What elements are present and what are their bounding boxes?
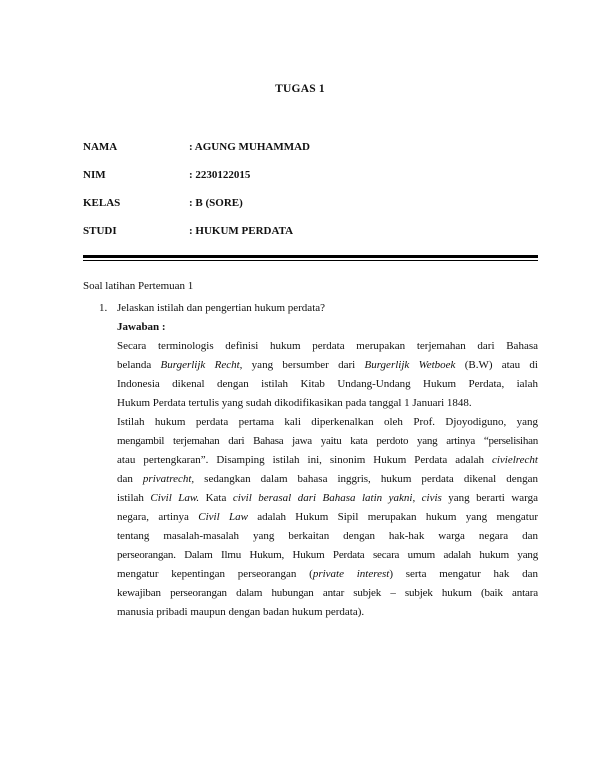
question-section xyxy=(83,0,538,776)
text-run: mengatur kepentingan perseorangan ( xyxy=(117,568,313,580)
answer-p2-line3 xyxy=(117,454,538,466)
answer-p2-line1: Istilah hukum perdata pertama kali diperkenalkan oleh Prof. Djoyodiguno, yang xyxy=(117,416,538,428)
text-run: ) serta mengatur hak dan xyxy=(389,568,538,580)
answer-p1-line2 xyxy=(117,359,538,371)
italic-term: Civil Law xyxy=(198,511,248,523)
italic-term: Burgerlijk Recht, xyxy=(160,359,243,371)
answer-p2-line5 xyxy=(117,492,538,504)
answer-p1-line1: Secara terminologis definisi hukum perdata merupakan terjemahan dari Bahasa xyxy=(117,340,538,352)
answer-p2-line4 xyxy=(117,473,538,485)
text-run: dan xyxy=(117,473,143,485)
italic-term: private interest xyxy=(312,568,390,580)
answer-p1-line3: Indonesia dikenal dengan istilah Kitab Undang-Undang Hukum Perdata, ialah xyxy=(117,378,538,390)
answer-p2-line10: kewajiban perseorangan dalam hubungan antar subjek – subjek hukum (baik antara xyxy=(117,587,538,599)
italic-term: civil berasal dari Bahasa latin yakni, civis xyxy=(232,492,442,504)
field-label: NIM xyxy=(83,169,106,181)
text-run: atau pertengkaran”. Disamping istilah ini, sinonim Hukum Perdata adalah xyxy=(117,454,492,466)
text-run: belanda xyxy=(117,359,161,371)
answer-label: Jawaban : xyxy=(117,321,166,333)
answer-p2-line8: perseorangan. Dalam Ilmu Hukum, Hukum Perdata secara umum adalah hukum yang xyxy=(117,549,538,561)
text-run: sedangkan dalam bahasa inggris, hukum perdata dikenal dengan xyxy=(194,473,538,485)
italic-term: Burgerlijk Wetboek xyxy=(364,359,456,371)
text-run: istilah xyxy=(117,492,151,504)
question-number: 1. xyxy=(99,302,108,314)
answer-p2-line7: tentang masalah-masalah yang berkaitan dengan hak-hak warga negara dan xyxy=(117,530,538,542)
answer-p2-line9 xyxy=(117,568,538,580)
field-label: KELAS xyxy=(83,197,121,209)
field-value: : AGUNG MUHAMMAD xyxy=(189,141,310,153)
text-run: adalah Hukum Sipil merupakan hukum yang mengatur xyxy=(247,511,538,523)
text-run: yang berarti warga xyxy=(441,492,538,504)
field-label: NAMA xyxy=(83,141,118,153)
italic-term: privatrecht, xyxy=(142,473,195,485)
text-run: (B.W) atau di xyxy=(455,359,538,371)
field-value: : B (SORE) xyxy=(189,197,243,209)
section-heading: Soal latihan Pertemuan 1 xyxy=(83,280,194,292)
answer-p1-line4: Hukum Perdata tertulis yang sudah dikodifikasikan pada tanggal 1 Januari 1848. xyxy=(117,397,472,409)
answer-p2-line6 xyxy=(117,511,538,523)
answer-p2-line11: manusia pribadi maupun dengan badan hukum perdata). xyxy=(117,606,365,618)
answer-p2-line2: mengambil terjemahan dari Bahasa jawa yaitu kata perdoto yang artinya “perselisihan xyxy=(117,435,538,447)
field-label: STUDI xyxy=(83,225,117,237)
document-title: TUGAS 1 xyxy=(275,83,325,95)
italic-term: civielrecht xyxy=(491,454,538,466)
text-run: yang bersumber dari xyxy=(242,359,365,371)
field-value: : HUKUM PERDATA xyxy=(189,225,294,237)
question-text: Jelaskan istilah dan pengertian hukum perdata? xyxy=(117,302,326,314)
text-run: negara, artinya xyxy=(117,511,199,523)
italic-term: Civil Law. xyxy=(150,492,200,504)
field-value: : 2230122015 xyxy=(189,169,251,181)
text-run: Kata xyxy=(199,492,233,504)
